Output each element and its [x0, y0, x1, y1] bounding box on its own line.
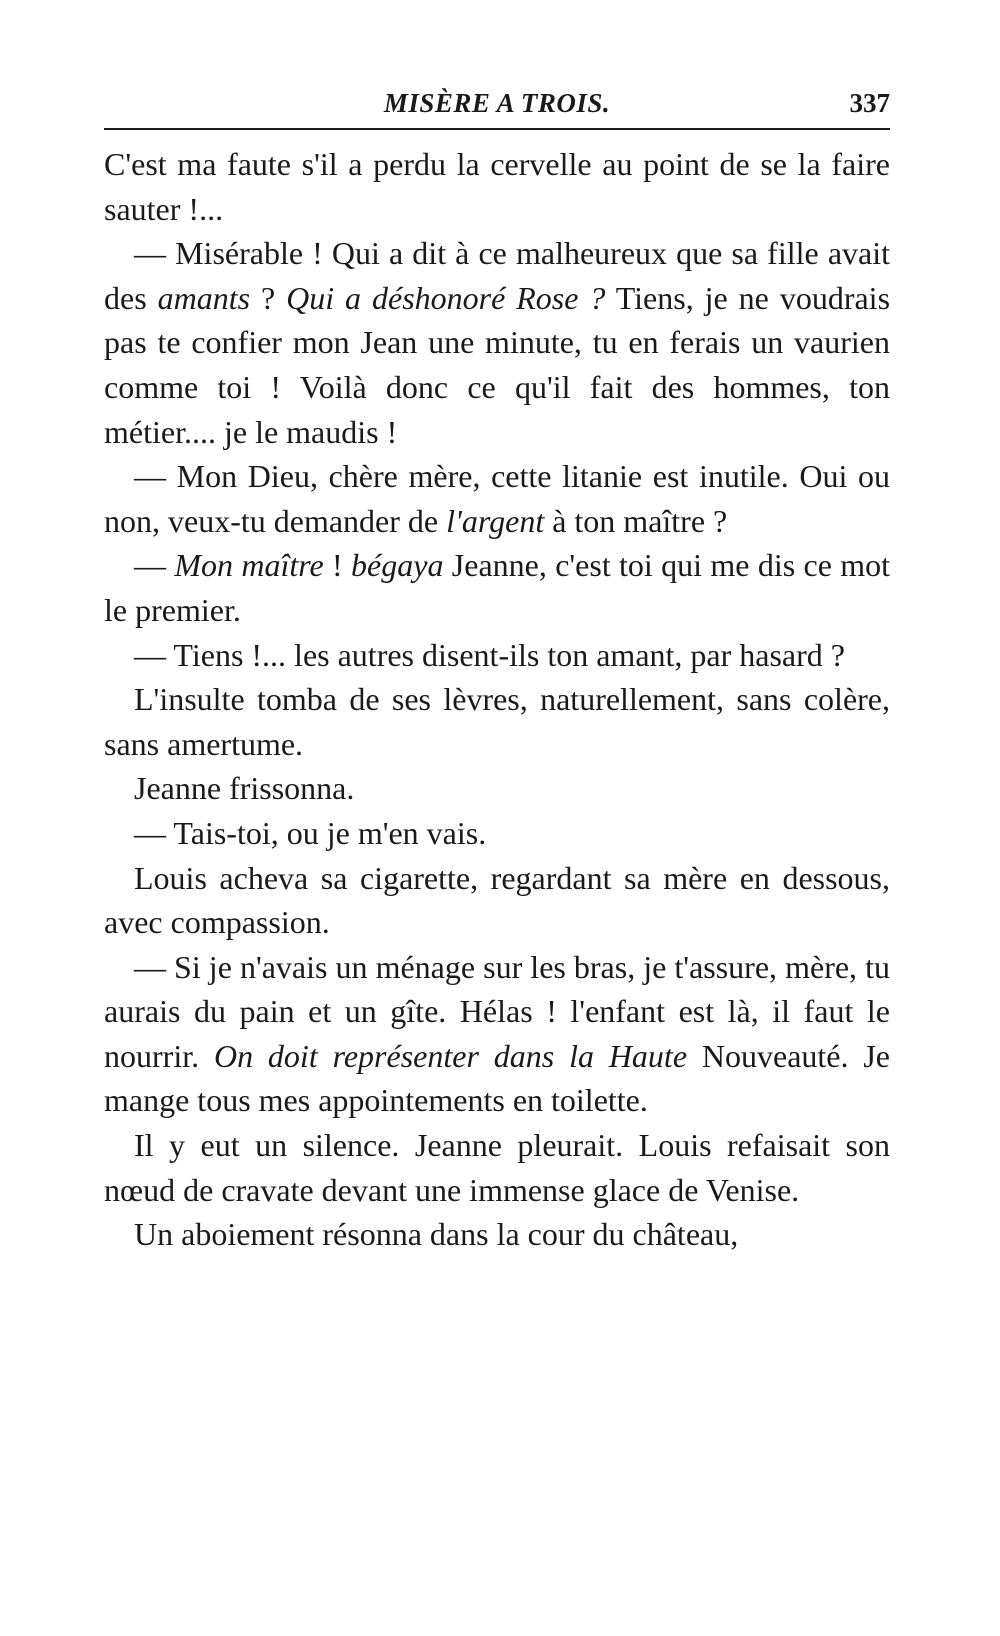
text-run: — Tais-toi, ou je m'en vais.: [134, 814, 487, 851]
paragraph: [104, 945, 890, 1123]
paragraph: [104, 1212, 890, 1257]
italic-text: Mon maître: [174, 547, 324, 584]
paragraph: [104, 677, 890, 766]
text-run: C'est ma faute s'il a perdu la cervelle au point de se la faire sauter !...: [104, 146, 890, 227]
paragraph: [104, 766, 890, 811]
italic-text: l'argent: [446, 502, 545, 539]
paragraph: [104, 811, 890, 856]
text-run: à ton maître ?: [544, 502, 728, 539]
text-run: — Si je n'avais un ménage sur les bras, je t'assure, mère, tu aurais du pain et un gîte. Hélas ! l'enfant est là, il faut le nourrir.: [104, 948, 890, 1074]
text-run: !: [323, 547, 352, 584]
text-run: — Misérable ! Qui a dit à ce malheureux que sa fille avait des: [104, 235, 890, 316]
italic-text: Qui a déshonoré Rose ?: [286, 279, 606, 316]
paragraph: [104, 454, 890, 543]
page-number: 337: [849, 88, 890, 118]
text-run: Jeanne frissonna.: [134, 770, 355, 807]
italic-text: amants: [157, 279, 251, 316]
running-title: MISÈRE A TROIS.: [383, 88, 611, 118]
text-run: —: [134, 547, 175, 584]
body-text: [104, 142, 890, 1257]
book-page: [104, 88, 890, 1257]
italic-text: On doit représenter dans la Haute: [213, 1037, 688, 1074]
paragraph: [104, 142, 890, 231]
paragraph: [104, 633, 890, 678]
text-run: Il y eut un silence. Jeanne pleurait. Louis refaisait son nœud de cravate devant une immense glace de Venise.: [104, 1127, 890, 1208]
italic-text: bégaya: [351, 547, 444, 584]
paragraph: [104, 543, 890, 632]
text-run: Jeanne, c'est toi qui me dis ce mot le premier.: [104, 547, 891, 628]
paragraph: [104, 856, 890, 945]
text-run: Louis acheva sa cigarette, regardant sa mère en dessous, avec compassion.: [104, 859, 890, 941]
paragraph: [104, 231, 890, 454]
running-header: [104, 88, 890, 128]
text-run: — Mon Dieu, chère mère, cette litanie est inutile. Oui ou non, veux-tu demander de: [104, 458, 890, 539]
text-run: Un aboiement résonna dans la cour du château,: [134, 1216, 739, 1253]
paragraph: [104, 1123, 890, 1212]
text-run: Tiens, je ne voudrais pas te confier mon Jean une minute, tu en ferais un vaurien comme toi ! Voilà donc ce qu'il fait des hommes, ton métier.... je le maudis !: [104, 279, 891, 450]
text-run: ?: [250, 279, 287, 316]
text-run: — Tiens !... les autres disent-ils ton amant, par hasard ?: [134, 636, 845, 673]
text-run: Nouveauté. Je mange tous mes appointements en toilette.: [104, 1037, 890, 1119]
text-run: L'insulte tomba de ses lèvres, naturellement, sans colère, sans amertume.: [104, 681, 890, 762]
header-rule: [104, 128, 890, 130]
